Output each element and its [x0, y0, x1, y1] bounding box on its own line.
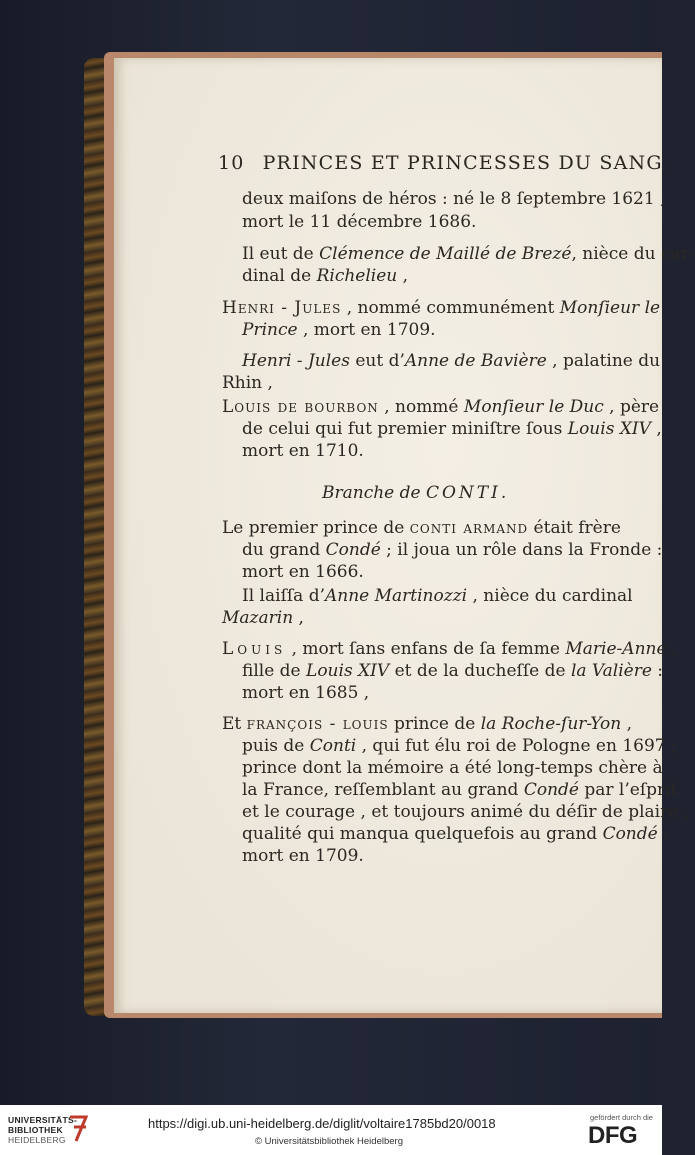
line-text: , [650, 419, 662, 439]
line-text: Le premier prince de [222, 518, 410, 538]
line-text: mort en 1685 , [242, 683, 370, 703]
text-line [222, 517, 621, 539]
name-italic: Richelieu [316, 266, 398, 286]
line-text: , [621, 714, 633, 734]
name-italic: Monſieur le [559, 298, 661, 318]
text-line [242, 188, 665, 210]
text-line [222, 396, 659, 418]
name-italic: Monſieur le Duc [463, 397, 604, 417]
line-text: et de la ducheſſe de [389, 661, 571, 681]
line-text: fille de [242, 661, 307, 681]
line-text: , palatine du [546, 351, 661, 371]
name-italic: Louis XIV [567, 419, 651, 439]
line-text: : [657, 824, 669, 844]
line-text: Et [222, 714, 247, 734]
name-italic: Prince [242, 320, 298, 340]
text-line [242, 779, 677, 801]
name-italic: Condé [325, 540, 381, 560]
line-text: qualité qui manqua quelquefois au grand [242, 824, 603, 844]
name-italic: Clémence de Maillé de Brezé [319, 244, 572, 264]
copyright-text: © Universitätsbibliothek Heidelberg [255, 1136, 403, 1147]
name-smallcaps: conti armand [409, 518, 529, 538]
name-smallcaps: françois - louis [246, 714, 389, 734]
text-line [242, 585, 633, 607]
page-number: 10 [218, 152, 245, 174]
line-text: mort en 1709. [242, 846, 364, 866]
line-text: puis de [242, 736, 310, 756]
text-line [242, 561, 364, 583]
library-name-line1: UNIVERSITÄTS- [8, 1115, 78, 1125]
name-italic: Anne de Bavière [404, 351, 547, 371]
line-text: prince de [388, 714, 481, 734]
text-line [242, 243, 695, 265]
name-italic: Anne Martinozzi [324, 586, 468, 606]
text-line [242, 823, 669, 845]
line-text: prince dont la mémoire a été long-temps chère à [242, 758, 663, 778]
line-text: était frère [528, 518, 621, 538]
line-text: , nièce du cardinal [467, 586, 633, 606]
text-line [242, 801, 689, 823]
running-title: PRINCES ET PRINCESSES DU SANG. [262, 152, 670, 174]
line-text: : [651, 661, 664, 681]
name-italic: Conti [309, 736, 357, 756]
text-line [242, 418, 662, 440]
line-text: la France, reſſemblant au grand [242, 780, 524, 800]
line-text: dinal de [242, 266, 317, 286]
heading-text: CONTI. [425, 483, 510, 503]
line-text: mort le 11 décembre 1686. [242, 212, 477, 232]
name-italic: Henri - Jules [242, 351, 350, 371]
name-italic: la Roche-ſur-Yon [480, 714, 622, 734]
line-text: , [666, 639, 678, 659]
line-text: mort en 1710. [242, 441, 364, 461]
line-text: , nommé communément [341, 298, 560, 318]
line-text: , [293, 608, 304, 628]
line-text: de celui qui fut premier miniſtre ſous [242, 419, 568, 439]
heading-text: Branche de [322, 483, 426, 503]
name-italic: Marie-Anne [565, 639, 667, 659]
line-text: Il laiſſa d’ [242, 586, 325, 606]
line-text: et le courage , et toujours animé du déſir de plaire , [242, 802, 690, 822]
line-text: par l’eſprit [578, 780, 678, 800]
text-line [242, 350, 660, 372]
library-name-line3: HEIDELBERG [8, 1135, 66, 1145]
line-text: eut d’ [349, 351, 405, 371]
text-line [222, 607, 304, 629]
permalink-url[interactable]: https://digi.ub.uni-heidelberg.de/diglit/voltaire1785bd20/0018 [148, 1116, 496, 1131]
name-smallcaps: Henri - Jules [222, 298, 342, 318]
line-text: , mort en 1709. [297, 320, 436, 340]
text-line [242, 211, 476, 233]
text-line [242, 660, 663, 682]
text-line [242, 440, 364, 462]
name-italic: Louis XIV [306, 661, 390, 681]
text-line [242, 319, 436, 341]
line-text: ; il joua un rôle dans la Fronde : [380, 540, 663, 560]
name-italic: Condé [602, 824, 658, 844]
text-line [222, 297, 660, 319]
section-heading [322, 482, 509, 504]
line-text: , nommé [378, 397, 464, 417]
line-text: Il eut de [242, 244, 320, 264]
line-text: , nièce du car- [571, 244, 695, 264]
text-line [222, 372, 273, 394]
text-line [242, 735, 677, 757]
text-line [242, 682, 369, 704]
viewer-footer [0, 1105, 662, 1155]
line-text: deux maiſons de héros : né le 8 ſeptembre 1621 , [242, 189, 666, 209]
name-italic: la Valière [570, 661, 652, 681]
text-line [242, 539, 662, 561]
line-text: , [397, 266, 409, 286]
library-emblem-icon [68, 1113, 90, 1145]
page-header [218, 152, 670, 174]
text-line [222, 638, 677, 660]
text-line [242, 757, 663, 779]
line-text: , père [603, 397, 660, 417]
line-text: Rhin , [222, 373, 273, 393]
text-line [222, 713, 632, 735]
line-text: , qui fut élu roi de Pologne en 1697 ; [356, 736, 677, 756]
text-line [242, 845, 364, 867]
name-smallcaps: Louis [222, 639, 287, 659]
library-logo[interactable] [8, 1115, 78, 1145]
text-line [242, 265, 408, 287]
name-smallcaps: Louis de bourbon [222, 397, 379, 417]
funding-label: gefördert durch die [590, 1113, 653, 1122]
name-italic: Condé [523, 780, 579, 800]
line-text: , mort ſans enfans de ſa femme [286, 639, 566, 659]
name-italic: Mazarin [222, 608, 294, 628]
library-name-line2: BIBLIOTHEK [8, 1125, 63, 1135]
line-text: mort en 1666. [242, 562, 364, 582]
dfg-logo[interactable]: DFG [588, 1122, 638, 1149]
line-text: du grand [242, 540, 326, 560]
